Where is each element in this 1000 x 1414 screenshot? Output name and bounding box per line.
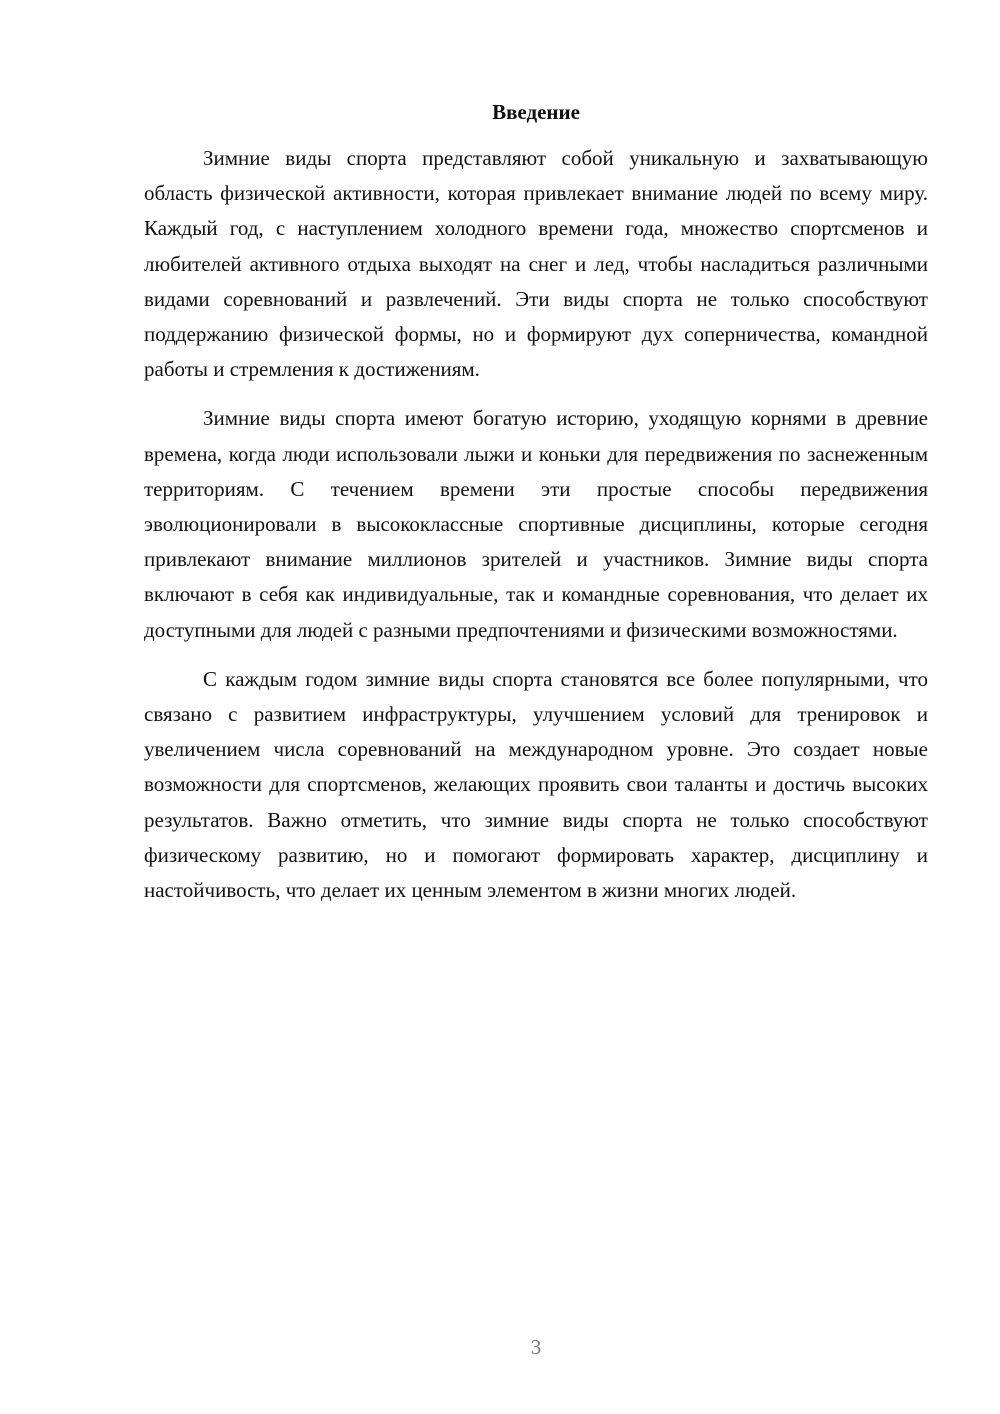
page-content	[144, 96, 928, 922]
paragraph-3: С каждым годом зимние виды спорта становятся все более популярными, что связано с развитием инфраструктуры, улучшением условий для тренировок и увеличением числа соревнований на международном уровне. Это создает новые возможности для спортсменов, желающих проявить свои таланты и достичь высоких результатов. Важно отметить, что зимние виды спорта не только способствуют физическому развитию, но и помогают формировать характер, дисциплину и настойчивость, что делает их ценным элементом в жизни многих людей.	[144, 666, 928, 903]
section-heading: Введение	[492, 100, 580, 124]
paragraph-1: Зимние виды спорта представляют собой уникальную и захватывающую область физической активности, которая привлекает внимание людей по всему миру. Каждый год, с наступлением холодного времени года, множество спортсменов и любителей активного отдыха выходят на снег и лед, чтобы насладиться различными видами соревнований и развлечений. Эти виды спорта не только способствуют поддержанию физической формы, но и формируют дух соперничества, командной работы и стремления к достижениям.	[144, 146, 928, 382]
page-number: 3	[530, 1335, 542, 1359]
paragraph-2: Зимние виды спорта имеют богатую историю, уходящую корнями в древние времена, когда люди использовали лыжи и коньки для передвижения по заснеженным территориям. С течением времени эти простые способы передвижения эволюционировали в высококлассные спортивные дисциплины, которые сегодня привлекают внимание миллионов зрителей и участников. Зимние виды спорта включают в себя как индивидуальные, так и командные соревнования, что делает их доступными для людей с разными предпочтениями и физическими возможностями.	[144, 406, 928, 642]
